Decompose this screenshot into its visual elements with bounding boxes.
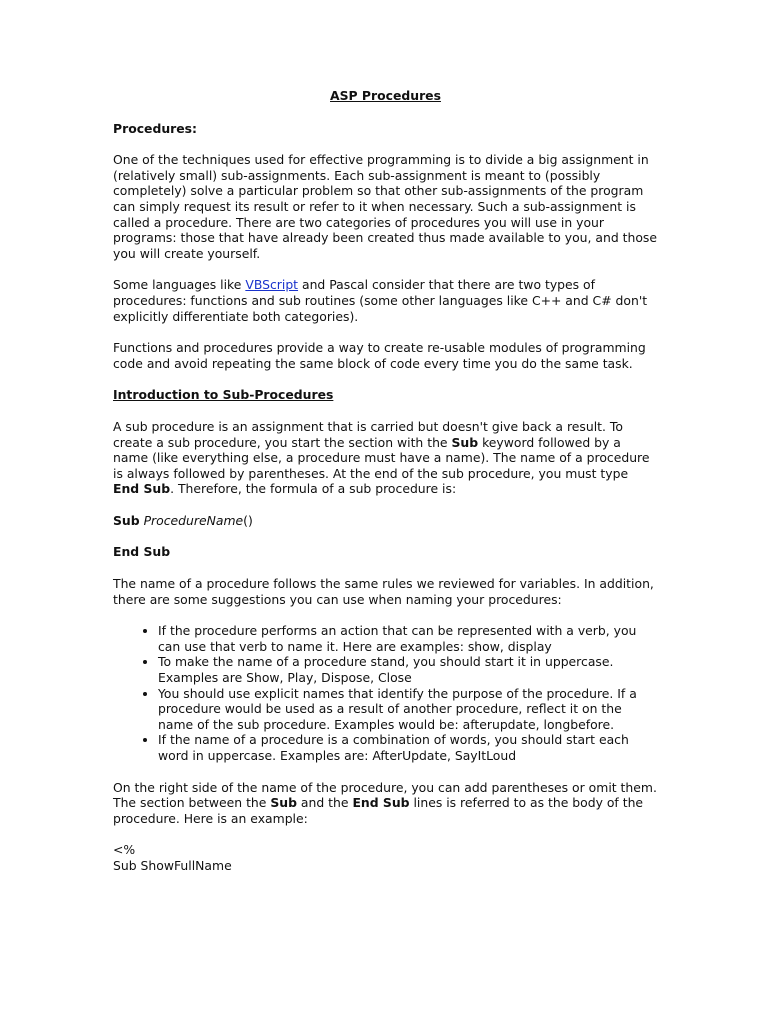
document-title: ASP Procedures <box>330 88 441 103</box>
body-text-a: On the right side of the name of the procedure, you can add parentheses or omit them. The section between the <box>113 779 657 811</box>
formula-end-sub: End Sub <box>113 544 171 560</box>
paragraph-intro: One of the techniques used for effective programming is to divide a big assignment in (relatively small) sub-assignments. Each sub-assignment is meant to (possibly completely) solve a particular problem so that other sub-assignments of the program can simply request its result or refer to it when necessary. Such a sub-assignment is called a procedure. There are two categories of procedures you will use in your programs: those that have already been created thus made available to you, and those you will create yourself. <box>113 152 658 261</box>
heading-procedures: Procedures: <box>113 120 197 136</box>
heading-sub-procedures: Introduction to Sub-Procedures <box>113 387 334 403</box>
keyword-end-sub: End Sub <box>113 481 171 497</box>
keyword-sub: Sub <box>451 434 479 450</box>
keyword-end-sub: End Sub <box>352 795 410 811</box>
document-page <box>113 88 658 874</box>
code-line-sub: Sub ShowFullName <box>113 857 232 873</box>
sub-definition-text-a: A sub procedure is an assignment that is carried but doesn't give back a result. To create a sub procedure, you start the section with the <box>113 418 623 450</box>
list-item: • If the name of a procedure is a combination of words, you should start each word in uppercase. Examples are: AfterUpdate, SayItLoud <box>158 732 658 763</box>
paragraph-languages-text-b: and Pascal consider that there are two types of procedures: functions and sub routines (some other languages like C++ and C# don't explicitly differentiate both categories). <box>113 277 648 324</box>
sub-definition-text-c: . Therefore, the formula of a sub procedure is: <box>170 481 457 497</box>
vbscript-link[interactable]: VBScript <box>245 277 299 293</box>
formula-line <box>113 513 658 529</box>
list-item: • To make the name of a procedure stand, you should start it in uppercase. Examples are Show, Play, Dispose, Close <box>158 654 658 685</box>
body-text-b: and the <box>296 795 353 811</box>
paragraph-naming-rules: The name of a procedure follows the same rules we reviewed for variables. In addition, there are some suggestions you can use when naming your procedures: <box>113 576 654 607</box>
paragraph-sub-definition <box>113 419 658 497</box>
sub-definition-text-b: keyword followed by a name (like everything else, a procedure must have a name). The name of a procedure is always followed by parentheses. At the end of the sub procedure, you must type <box>113 434 650 481</box>
paragraph-languages <box>113 277 658 324</box>
naming-suggestions-list <box>113 623 658 763</box>
list-item: • You should use explicit names that identify the purpose of the procedure. If a procedure would be used as a result of another procedure, reflect it on the name of the sub procedure. Examples would be: afterupdate, longbefore. <box>158 686 658 733</box>
formula-sub: Sub <box>113 512 140 528</box>
paragraph-languages-text-a: Some languages like <box>113 277 246 293</box>
code-line-open-tag: <% <box>113 842 136 858</box>
formula-procedure-name: ProcedureName <box>143 512 244 528</box>
body-text-c: lines is referred to as the body of the procedure. Here is an example: <box>113 795 644 826</box>
paragraph-body <box>113 780 658 827</box>
formula-parens: () <box>243 512 253 528</box>
keyword-sub: Sub <box>270 795 297 811</box>
paragraph-reusable: Functions and procedures provide a way to create re-usable modules of programming code and avoid repeating the same block of code every time you do the same task. <box>113 340 646 371</box>
list-item: • If the procedure performs an action that can be represented with a verb, you can use that verb to name it. Here are examples: show, display <box>158 623 658 654</box>
formula-end <box>113 544 658 560</box>
